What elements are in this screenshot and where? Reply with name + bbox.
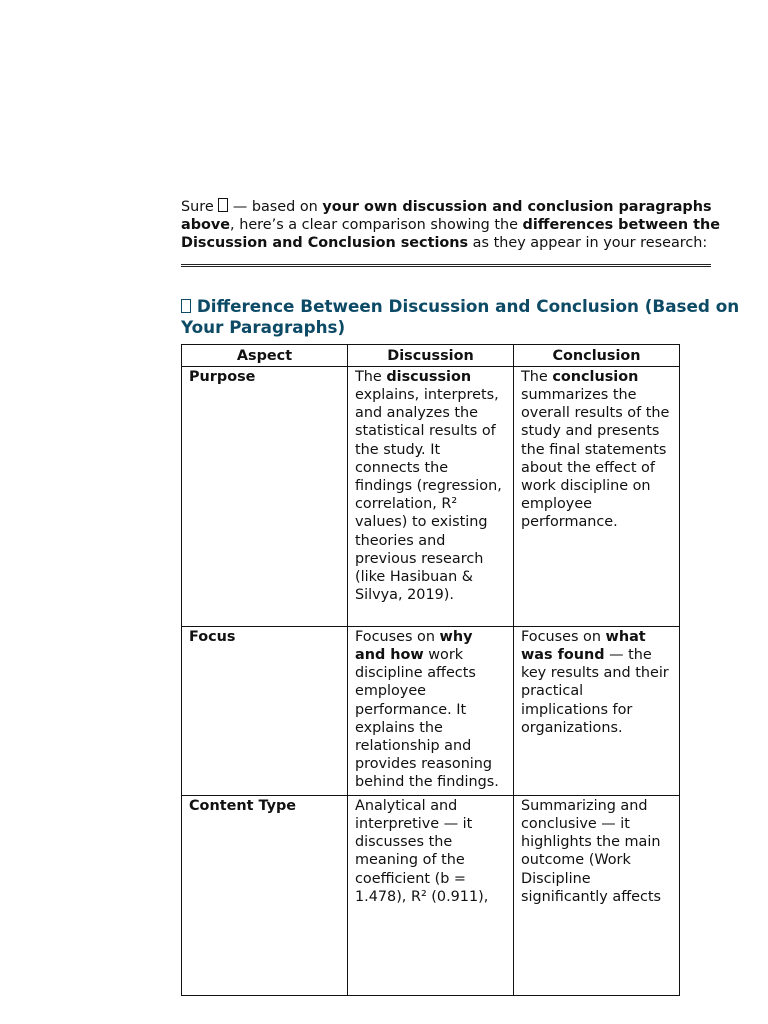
table-header-row [182, 344, 680, 366]
aspect-cell: Purpose [182, 366, 348, 626]
intro-line: Discussion and Conclusion sections as they appear in your research: [181, 235, 708, 252]
column-header-discussion: Discussion [348, 344, 514, 366]
discussion-cell: Analytical and interpretive — it discusses the meaning of the coefficient (b = 1.478), R² (0.911), [348, 795, 514, 995]
conclusion-cell: Focuses on what was found — the key results and their practical implications for organizations. [514, 626, 680, 795]
section-heading [181, 295, 740, 338]
intro-paragraph [181, 198, 721, 253]
aspect-cell: Focus [182, 626, 348, 795]
table-row [182, 366, 680, 626]
comparison-table [181, 344, 680, 996]
heading-line: Difference Between Discussion and Conclusion (Based on [181, 296, 693, 317]
table-row [182, 795, 680, 995]
document-content [181, 196, 740, 905]
emoji-placeholder-icon [218, 198, 228, 212]
column-header-aspect: Aspect [182, 344, 348, 366]
intro-line: Sure — based on your own discussion and conclusion paragraphs [181, 199, 712, 215]
discussion-cell: The discussion explains, interprets, and analyzes the statistical results of the study. It connects the findings (regression, correlation, R² values) to existing theories and previous research (like Hasibuan & Silvya, 2019). [348, 366, 514, 626]
heading-line: Your Paragraphs) [181, 316, 346, 337]
conclusion-cell: The conclusion summarizes the overall results of the study and presents the final statements about the effect of work discipline on employee performance. [514, 366, 680, 626]
aspect-cell: Content Type [182, 795, 348, 995]
conclusion-cell: Summarizing and conclusive — it highlights the main outcome (Work Discipline significantly affects [514, 795, 680, 995]
column-header-conclusion: Conclusion [514, 344, 680, 366]
intro-line: above, here’s a clear comparison showing the differences between the [181, 217, 721, 234]
table-row [182, 626, 680, 795]
emoji-placeholder-icon [181, 299, 191, 313]
discussion-cell: Focuses on why and how work discipline affects employee performance. It explains the relationship and provides reasoning behind the findings. [348, 626, 514, 795]
section-divider [181, 264, 711, 267]
